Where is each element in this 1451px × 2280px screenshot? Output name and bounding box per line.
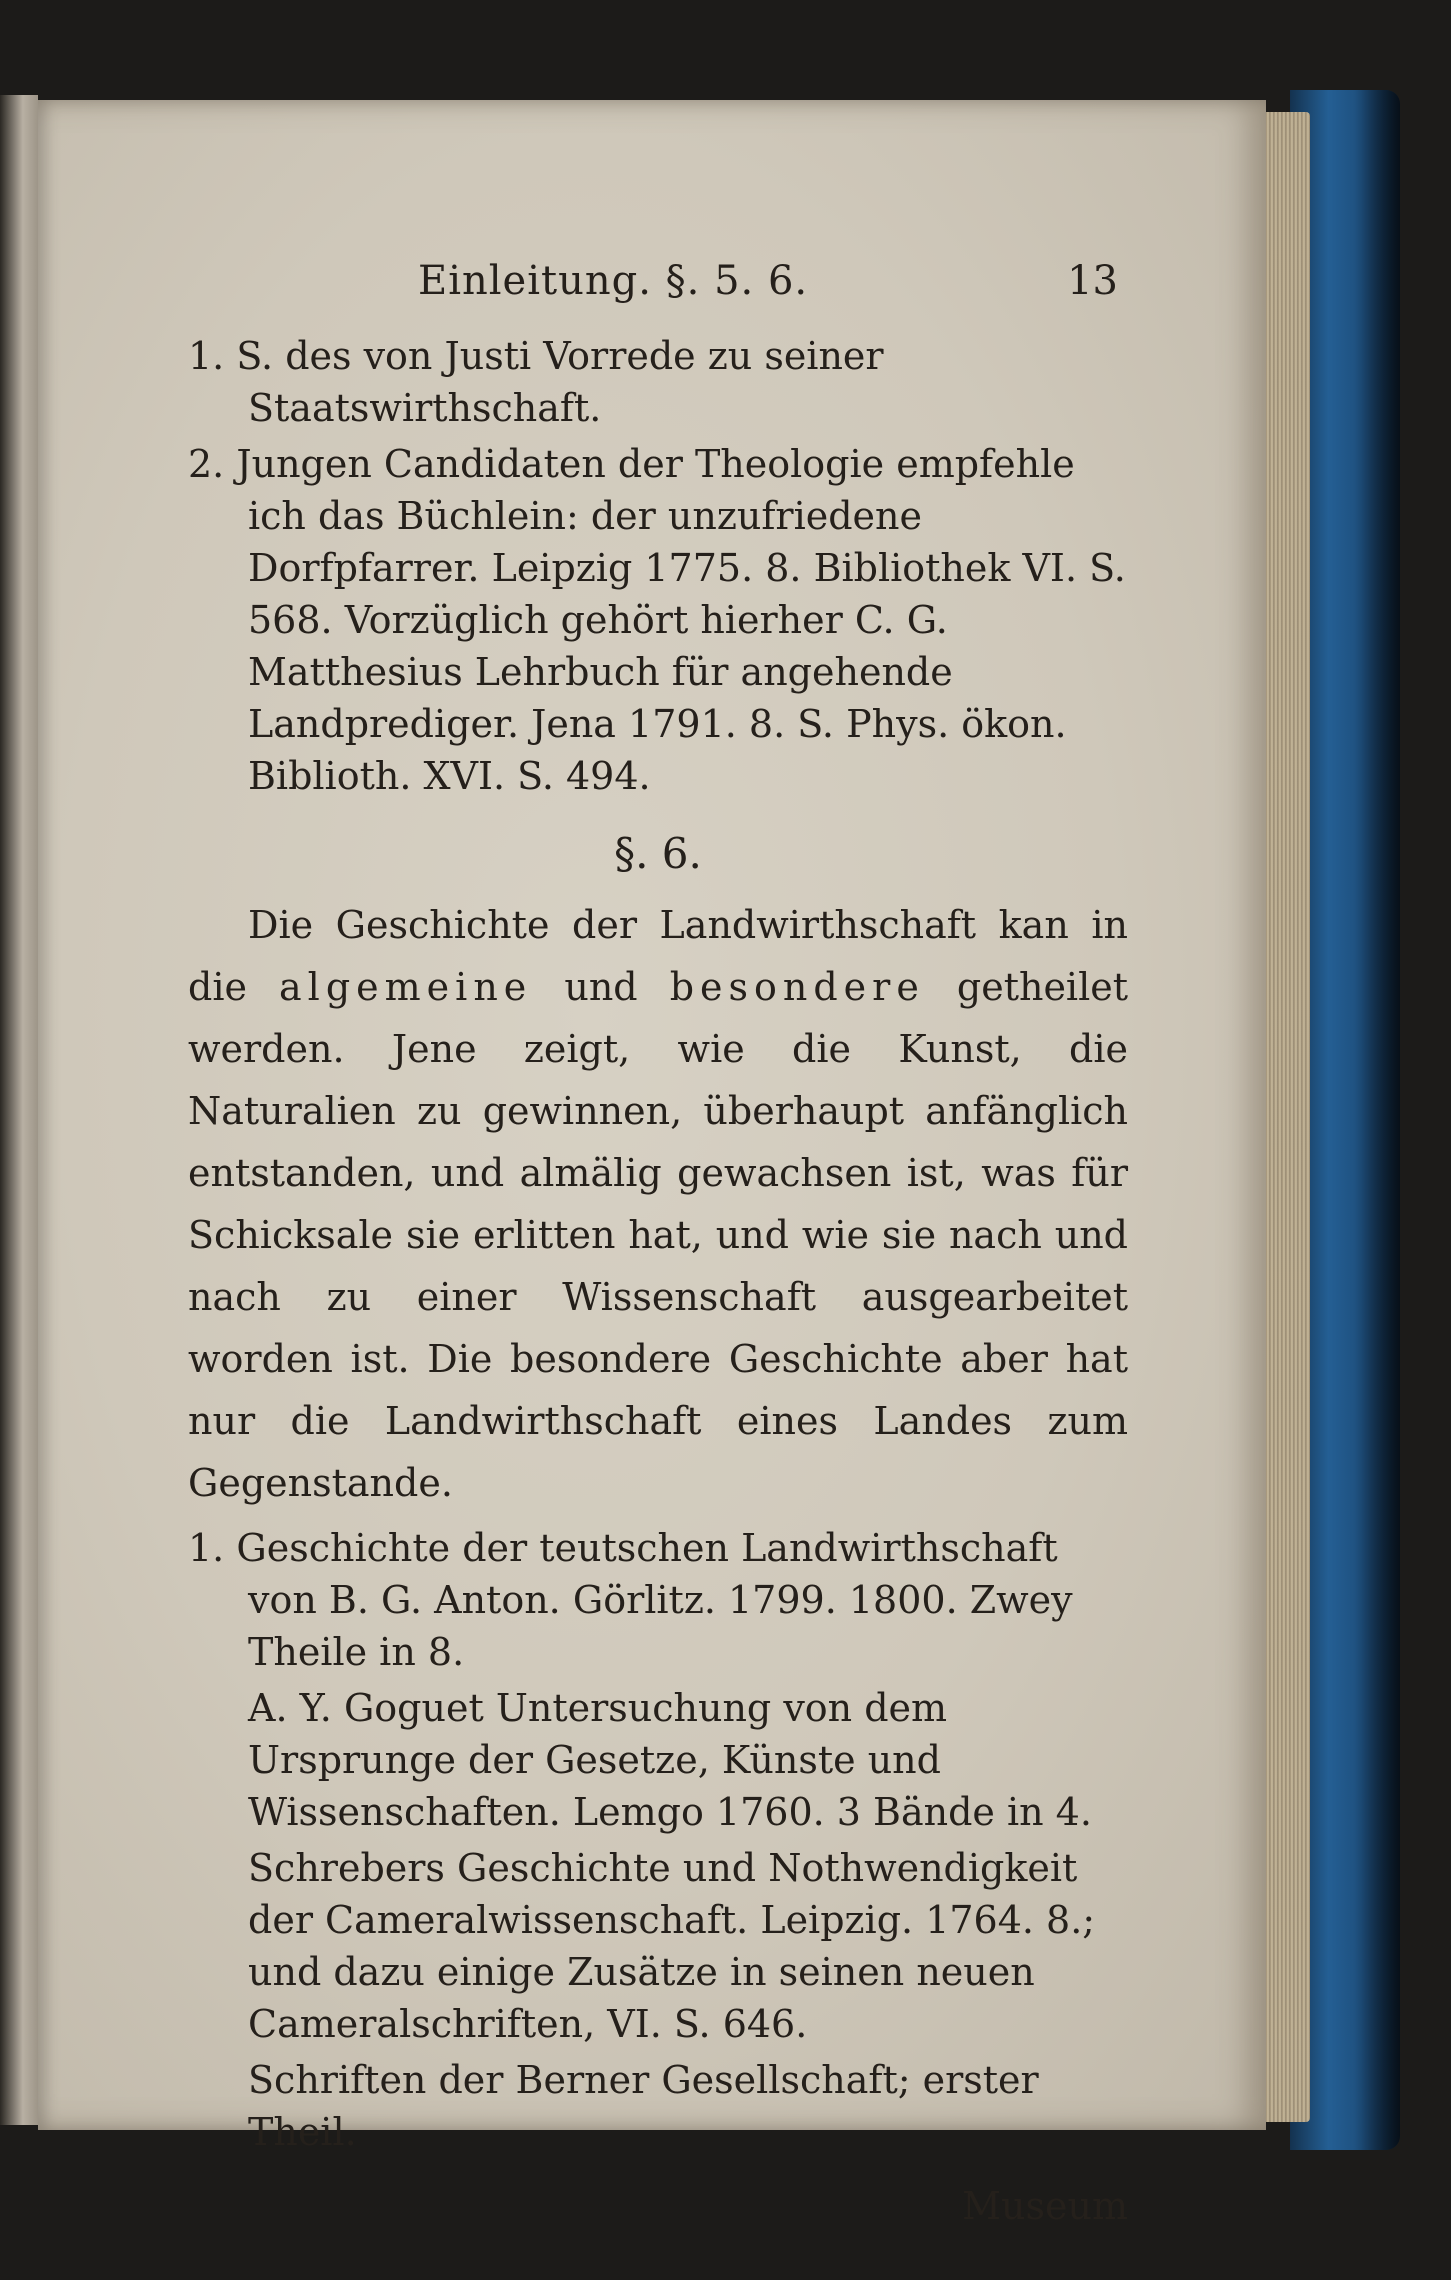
- page-number: 13: [1067, 258, 1118, 304]
- note-text: Jungen Candidaten der Theologie empfehle ich das Büchlein: der unzufriedene Dorfpfarrer. Leipzig 1775. 8. Bibliothek VI. S. 568. Vorzüglich gehört hierher C. G. Matthesius Lehrbuch für angehende Landprediger. Jena 1791. 8. S. Phys. ökon. Biblioth. XVI. S. 494.: [236, 442, 1126, 798]
- note-number: 1.: [188, 334, 225, 378]
- emphasis-special: besondere: [669, 965, 925, 1009]
- paragraph-text: und: [532, 965, 670, 1009]
- note-item: [188, 330, 1128, 434]
- note-text: A. Y. Goguet Untersuchung von dem Ursprunge der Gesetze, Künste und Wissenschaften. Lemgo 1760. 3 Bände in 4.: [248, 1686, 1092, 1834]
- emphasis-general: algemeine: [279, 965, 533, 1009]
- body-paragraph: [188, 894, 1128, 1514]
- note-text: Schriften der Berner Gesellschaft; erster Theil.: [248, 2058, 1039, 2154]
- note-number: 2.: [188, 442, 225, 486]
- note-text: Geschichte der teutschen Landwirthschaft von B. G. Anton. Görlitz. 1799. 1800. Zwey Theile in 8.: [236, 1526, 1073, 1674]
- note-text: Schrebers Geschichte und Nothwendigkeit der Cameralwissenschaft. Leipzig. 1764. 8.; und dazu einige Zusätze in seinen neuen Cameralschriften, VI. S. 646.: [248, 1846, 1096, 2046]
- note-text: S. des von Justi Vorrede zu seiner Staatswirthschaft.: [236, 334, 884, 430]
- note-number: 1.: [188, 1526, 225, 1570]
- catchword: Museum: [962, 2184, 1128, 2228]
- section-heading: §. 6.: [614, 829, 702, 878]
- paragraph-text: getheilet werden. Jene zeigt, wie die Kunst, die Naturalien zu gewinnen, überhaupt anfänglich entstanden, und almälig gewachsen ist, was für Schicksale sie erlitten hat, und wie sie nach und nach zu einer Wissenschaft ausgearbeitet worden ist. Die besondere Geschichte aber hat nur die Landwirthschaft eines Landes zum Gegenstande.: [188, 965, 1128, 1505]
- note-item: [188, 1522, 1128, 1678]
- book-page: [38, 100, 1266, 2228]
- text-block: [188, 250, 1128, 2236]
- note-item: [188, 438, 1128, 802]
- note-item: [188, 1842, 1128, 2050]
- running-head: [188, 250, 1128, 330]
- paragraph-text: Die Geschichte der Landwirthschaft kan in die: [188, 903, 1128, 1009]
- running-head-title: Einleitung. §. 5. 6.: [418, 258, 809, 304]
- note-item: [188, 1682, 1128, 1838]
- previous-page-edge: [0, 95, 38, 2125]
- note-item: [188, 2054, 1128, 2158]
